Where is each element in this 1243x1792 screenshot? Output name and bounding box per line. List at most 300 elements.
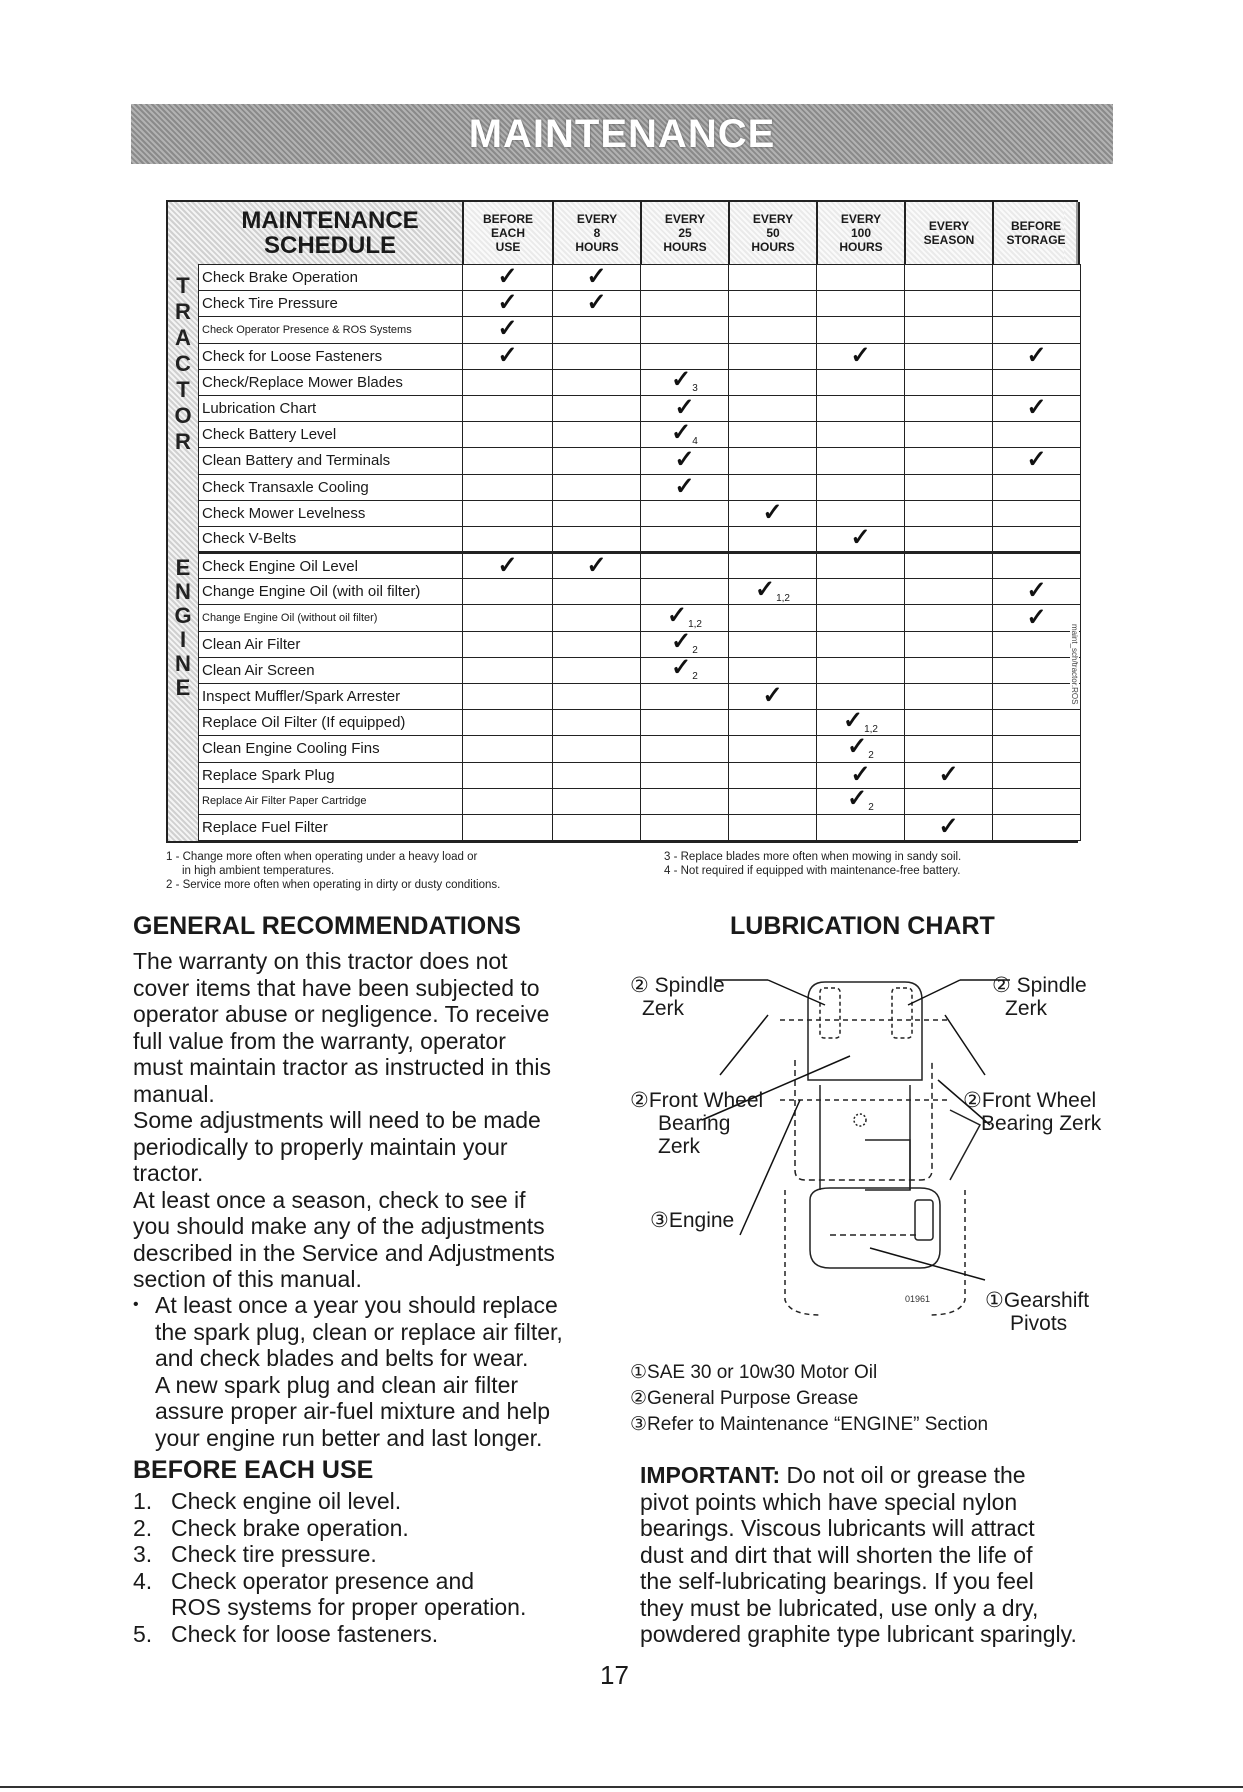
- text-line: tractor.: [133, 1160, 204, 1186]
- schedule-cell: [641, 684, 729, 710]
- task-name: Check Engine Oil Level: [199, 553, 463, 579]
- schedule-cell: [729, 291, 817, 317]
- task-name: Clean Air Screen: [199, 657, 463, 683]
- column-header: EVERY 25 HOURS: [640, 202, 728, 264]
- text-line: and check blades and belts for wear.: [155, 1345, 529, 1371]
- schedule-cell: [817, 422, 905, 448]
- right-spindle-shape: [892, 988, 912, 1038]
- schedule-cell: [641, 814, 729, 840]
- schedule-cell: [905, 422, 993, 448]
- footnotes-left: 1 - Change more often when operating under a heavy load or in high ambient temperatures. 2 - Service more often when operating in dirty or dusty conditions.: [166, 851, 501, 891]
- schedule-cell: [641, 762, 729, 788]
- task-name: Clean Air Filter: [199, 631, 463, 657]
- schedule-cell: [641, 343, 729, 369]
- side-label-letter: N: [175, 651, 191, 676]
- schedule-cell: [553, 579, 641, 605]
- side-code: maint_sch/tractor.ROS: [1070, 624, 1079, 705]
- schedule-cell: [993, 369, 1081, 395]
- schedule-row: [199, 579, 1081, 605]
- schedule-cell: [553, 788, 641, 814]
- schedule-cell: [993, 684, 1081, 710]
- schedule-cell: [463, 553, 553, 579]
- side-label-letter: E: [175, 675, 191, 700]
- lubrication-diagram: 01961 ② Spindle Zerk ② Spindle Zerk ②Front Wheel Bearing Zerk ②Front Wheel Bearing Zerk ③Engine ①Gearshift Pivots: [620, 960, 1120, 1360]
- text-line: dust and dirt that will shorten the life of: [640, 1541, 1033, 1568]
- schedule-cell: [463, 474, 553, 500]
- schedule-cell: [729, 657, 817, 683]
- schedule-cell: [905, 343, 993, 369]
- check-mark-icon: ✓: [497, 552, 518, 579]
- schedule-cell: [553, 291, 641, 317]
- side-label-letter: O: [174, 403, 192, 428]
- schedule-cell: [905, 788, 993, 814]
- schedule-cell: [729, 579, 817, 605]
- schedule-cell: [817, 369, 905, 395]
- schedule-cell: [463, 265, 553, 291]
- schedule-cell: [817, 814, 905, 840]
- schedule-cell: [463, 395, 553, 421]
- schedule-cell: [817, 291, 905, 317]
- schedule-cell: [905, 291, 993, 317]
- schedule-cell: [993, 265, 1081, 291]
- schedule-cell: [553, 369, 641, 395]
- schedule-cell: [729, 684, 817, 710]
- schedule-title: MAINTENANCE SCHEDULE: [241, 207, 419, 259]
- schedule-cell: [463, 605, 553, 631]
- label-gearshift: ①Gearshift: [985, 1289, 1090, 1312]
- schedule-row: [199, 343, 1081, 369]
- schedule-cell: [553, 657, 641, 683]
- schedule-cell: [553, 265, 641, 291]
- schedule-cell: [993, 814, 1081, 840]
- schedule-cell: [641, 736, 729, 762]
- schedule-cell: [993, 291, 1081, 317]
- label-front-wheel-right: ②Front Wheel: [963, 1089, 1097, 1112]
- schedule-row: [199, 684, 1081, 710]
- schedule-cell: [729, 553, 817, 579]
- schedule-cell: [729, 762, 817, 788]
- gearshift-lever: [915, 1200, 933, 1240]
- task-name: Clean Engine Cooling Fins: [199, 736, 463, 762]
- check-mark-icon: ✓: [842, 709, 864, 734]
- text-line: ③Refer to Maintenance “ENGINE” Section: [630, 1414, 989, 1435]
- footnote-ref: 1,2: [688, 619, 702, 631]
- schedule-cell: [553, 710, 641, 736]
- schedule-cell: [817, 265, 905, 291]
- schedule-cell: [553, 684, 641, 710]
- schedule-cell: [729, 736, 817, 762]
- schedule-cell: [905, 395, 993, 421]
- schedule-cell: [463, 684, 553, 710]
- footnote-ref: 1,2: [864, 723, 878, 735]
- schedule-row: [199, 736, 1081, 762]
- step-number: 3.: [133, 1541, 153, 1567]
- text-line: bearings. Viscous lubricants will attract: [640, 1515, 1035, 1541]
- schedule-cell: [993, 762, 1081, 788]
- schedule-cell: [993, 343, 1081, 369]
- task-name: Replace Spark Plug: [199, 762, 463, 788]
- schedule-cell: [463, 291, 553, 317]
- schedule-row: [199, 395, 1081, 421]
- step-item: [133, 1568, 526, 1595]
- tractor-side-label: [172, 275, 194, 453]
- schedule-cell: [463, 579, 553, 605]
- schedule-cell: [905, 474, 993, 500]
- banner-title: MAINTENANCE: [468, 111, 776, 156]
- leader-gearshift: [870, 1248, 985, 1280]
- schedule-cell: [641, 631, 729, 657]
- schedule-cell: [817, 605, 905, 631]
- schedule-cell: [817, 500, 905, 526]
- step-number: 1.: [133, 1488, 153, 1514]
- check-mark-icon: ✓: [671, 421, 692, 446]
- column-header: EVERY SEASON: [904, 202, 992, 264]
- schedule-cell: [641, 553, 729, 579]
- schedule-row: [199, 265, 1081, 291]
- schedule-cell: [729, 422, 817, 448]
- step-number: 2.: [133, 1514, 153, 1541]
- schedule-cell: [729, 474, 817, 500]
- task-name: Check/Replace Mower Blades: [199, 369, 463, 395]
- schedule-cell: [641, 265, 729, 291]
- schedule-row: [199, 788, 1081, 814]
- schedule-cell: [817, 395, 905, 421]
- text-line: periodically to properly maintain your: [133, 1133, 508, 1160]
- schedule-cell: [993, 710, 1081, 736]
- schedule-cell: [993, 579, 1081, 605]
- schedule-cell: [729, 448, 817, 474]
- maintenance-schedule: [166, 200, 1078, 843]
- schedule-cell: [905, 579, 993, 605]
- schedule-cell: [729, 317, 817, 343]
- column-header: BEFORE STORAGE: [992, 202, 1080, 264]
- schedule-cell: [817, 684, 905, 710]
- footnote-ref: 2: [692, 645, 698, 657]
- schedule-cell: [553, 605, 641, 631]
- schedule-cell: [905, 448, 993, 474]
- schedule-row: [199, 448, 1081, 474]
- schedule-cell: [553, 500, 641, 526]
- text-line: assure proper air-fuel mixture and help: [155, 1398, 551, 1424]
- schedule-cell: [641, 605, 729, 631]
- before-each-use-heading: BEFORE EACH USE: [133, 1456, 374, 1484]
- step-text: Check for loose fasteners.: [171, 1620, 439, 1647]
- task-name: Check Mower Levelness: [199, 500, 463, 526]
- schedule-row: [199, 631, 1081, 657]
- schedule-cell: [553, 448, 641, 474]
- schedule-cell: [463, 422, 553, 448]
- schedule-row: [199, 526, 1081, 552]
- schedule-cell: [463, 788, 553, 814]
- check-mark-icon: ✓: [1026, 343, 1047, 369]
- schedule-cell: [553, 553, 641, 579]
- text-line: the spark plug, clean or replace air filter,: [155, 1318, 563, 1345]
- text-line: they must be lubricated, use only a dry,: [640, 1594, 1039, 1621]
- schedule-cell: [905, 684, 993, 710]
- check-mark-icon: ✓: [938, 762, 959, 788]
- schedule-cell: [729, 710, 817, 736]
- schedule-cell: [905, 657, 993, 683]
- text-line: the self-lubricating bearings. If you feel: [640, 1568, 1034, 1594]
- step-text: Check tire pressure.: [171, 1541, 377, 1567]
- check-mark-icon: ✓: [586, 290, 607, 317]
- check-mark-icon: ✓: [497, 316, 518, 343]
- schedule-table: [198, 264, 1081, 841]
- schedule-cell: [993, 448, 1081, 474]
- schedule-cell: [905, 762, 993, 788]
- step-item: [133, 1488, 526, 1515]
- schedule-cell: [463, 814, 553, 840]
- schedule-cell: [993, 474, 1081, 500]
- schedule-row: [199, 605, 1081, 631]
- side-label-letter: T: [176, 273, 190, 298]
- task-name: Check for Loose Fasteners: [199, 343, 463, 369]
- seat-support: [865, 1140, 910, 1190]
- schedule-cell: [729, 605, 817, 631]
- page-number: 17: [600, 1660, 629, 1690]
- task-name: Check V-Belts: [199, 526, 463, 552]
- text-line: ①SAE 30 or 10w30 Motor Oil: [630, 1362, 878, 1383]
- label-front-wheel-left: ②Front Wheel: [630, 1089, 764, 1112]
- side-label-letter: R: [175, 299, 191, 324]
- text-line: your engine run better and last longer.: [155, 1424, 543, 1451]
- step-item: [133, 1621, 526, 1648]
- side-label-letter: A: [175, 325, 191, 350]
- schedule-cell: [817, 579, 905, 605]
- schedule-cell: [553, 317, 641, 343]
- schedule-cell: [641, 317, 729, 343]
- schedule-cell: [993, 631, 1081, 657]
- schedule-cell: [817, 448, 905, 474]
- column-header: EVERY 8 HOURS: [552, 202, 640, 264]
- bullet-icon: •: [133, 1296, 139, 1313]
- important-note: IMPORTANT: Do not oil or grease the pivot points which have special nylon bearings. Viscous lubricants will attract dust and dirt that will shorten the life of the self-lubricating bearings. If you feel they must be lubricated, use only a dry, powdered graphite type lubricant sparingly.: [640, 1462, 1120, 1648]
- schedule-cell: [463, 369, 553, 395]
- task-name: Check Operator Presence & ROS Systems: [199, 317, 463, 343]
- engine-side-label: [172, 557, 194, 699]
- check-mark-icon: ✓: [1026, 395, 1047, 422]
- schedule-row: [199, 474, 1081, 500]
- schedule-cell: [993, 317, 1081, 343]
- schedule-cell: [641, 395, 729, 421]
- schedule-row: [199, 657, 1081, 683]
- step-item: [133, 1515, 526, 1542]
- schedule-cell: [729, 265, 817, 291]
- text-line: manual.: [133, 1080, 215, 1107]
- column-header: EVERY 50 HOURS: [728, 202, 816, 264]
- schedule-cell: [993, 553, 1081, 579]
- text-line: powdered graphite type lubricant sparingly.: [640, 1621, 1077, 1647]
- schedule-cell: [641, 448, 729, 474]
- schedule-cell: [993, 526, 1081, 552]
- footnote-ref: 2: [692, 671, 698, 683]
- text-line: A new spark plug and clean air filter: [155, 1371, 519, 1398]
- check-mark-icon: ✓: [586, 552, 607, 579]
- side-label-letter: T: [176, 377, 190, 402]
- schedule-cell: [993, 395, 1081, 421]
- schedule-cell: [463, 710, 553, 736]
- step-number: 5.: [133, 1620, 153, 1647]
- schedule-cell: [463, 343, 553, 369]
- schedule-cell: [641, 788, 729, 814]
- maintenance-banner: [131, 104, 1113, 164]
- schedule-cell: [729, 814, 817, 840]
- check-mark-icon: ✓: [666, 604, 688, 630]
- schedule-cell: [463, 762, 553, 788]
- check-mark-icon: ✓: [674, 395, 695, 422]
- schedule-cell: [553, 631, 641, 657]
- schedule-cell: [553, 814, 641, 840]
- check-mark-icon: ✓: [671, 369, 692, 394]
- text-line: ②General Purpose Grease: [630, 1388, 859, 1409]
- schedule-cell: [641, 710, 729, 736]
- schedule-cell: [817, 762, 905, 788]
- schedule-row: [199, 422, 1081, 448]
- task-name: Lubrication Chart: [199, 395, 463, 421]
- footnote-ref: 4: [692, 435, 698, 447]
- text-line: section of this manual.: [133, 1266, 362, 1292]
- schedule-cell: [553, 422, 641, 448]
- footnotes-right: 3 - Replace blades more often when mowing in sandy soil. 4 - Not required if equipped with maintenance-free battery.: [664, 851, 962, 877]
- schedule-cell: [817, 526, 905, 552]
- text-line: cover items that have been subjected to: [133, 974, 540, 1001]
- tractor-hood: [808, 982, 922, 1080]
- schedule-cell: [905, 814, 993, 840]
- check-mark-icon: ✓: [671, 657, 692, 682]
- check-mark-icon: ✓: [850, 762, 871, 788]
- schedule-cell: [729, 788, 817, 814]
- schedule-cell: [817, 710, 905, 736]
- column-header: BEFORE EACH USE: [462, 202, 552, 264]
- schedule-cell: [817, 553, 905, 579]
- task-name: Replace Air Filter Paper Cartridge: [199, 788, 463, 814]
- general-recommendations-text: [133, 948, 613, 1293]
- general-recommendations-heading: GENERAL RECOMMENDATIONS: [133, 912, 521, 940]
- side-label-letter: E: [175, 555, 191, 580]
- schedule-cell: [729, 369, 817, 395]
- step-number: 4.: [133, 1567, 153, 1594]
- schedule-row: [199, 814, 1081, 840]
- schedule-cell: [553, 736, 641, 762]
- task-name: Check Tire Pressure: [199, 291, 463, 317]
- task-name: Change Engine Oil (without oil filter): [199, 605, 463, 631]
- schedule-cell: [463, 448, 553, 474]
- side-label-letter: I: [179, 627, 187, 652]
- schedule-cell: [905, 553, 993, 579]
- footnote-ref: 2: [868, 802, 874, 814]
- schedule-cell: [993, 657, 1081, 683]
- schedule-cell: [553, 762, 641, 788]
- before-each-use-steps: [133, 1488, 526, 1647]
- leader-engine: [740, 1100, 800, 1235]
- schedule-cell: [905, 605, 993, 631]
- schedule-cell: [993, 500, 1081, 526]
- schedule-cell: [905, 526, 993, 552]
- schedule-cell: [553, 474, 641, 500]
- schedule-cell: [905, 736, 993, 762]
- check-mark-icon: ✓: [497, 264, 518, 291]
- text-line: you should make any of the adjustments: [133, 1213, 545, 1239]
- schedule-cell: [729, 500, 817, 526]
- schedule-cell: [641, 526, 729, 552]
- step-number: [133, 1594, 171, 1621]
- schedule-cell: [641, 474, 729, 500]
- schedule-cell: [729, 526, 817, 552]
- task-name: Check Transaxle Cooling: [199, 474, 463, 500]
- task-name: Change Engine Oil (with oil filter): [199, 579, 463, 605]
- task-name: Replace Fuel Filter: [199, 814, 463, 840]
- text-line: full value from the warranty, operator: [133, 1027, 506, 1054]
- label-spindle-left: ② Spindle: [630, 974, 725, 997]
- check-mark-icon: ✓: [754, 578, 776, 603]
- schedule-cell: [817, 736, 905, 762]
- schedule-cell: [905, 500, 993, 526]
- schedule-cell: [729, 631, 817, 657]
- label-spindle-right: ② Spindle: [992, 974, 1087, 997]
- left-spindle-shape: [820, 988, 840, 1038]
- task-name: Replace Oil Filter (If equipped): [199, 710, 463, 736]
- bottom-rule: [0, 1786, 1243, 1788]
- schedule-row: [199, 317, 1081, 343]
- schedule-cell: [553, 395, 641, 421]
- step-text: Check brake operation.: [171, 1514, 409, 1541]
- text-line: described in the Service and Adjustments: [133, 1239, 555, 1266]
- task-name: Inspect Muffler/Spark Arrester: [199, 684, 463, 710]
- label-engine: ③Engine: [650, 1209, 735, 1232]
- side-label-letter: N: [175, 579, 191, 604]
- schedule-cell: [463, 736, 553, 762]
- schedule-cell: [905, 710, 993, 736]
- check-mark-icon: ✓: [938, 814, 959, 841]
- lubrication-legend: [630, 1360, 988, 1438]
- check-mark-icon: ✓: [1026, 578, 1047, 605]
- tractor-frame: [795, 1060, 932, 1180]
- text-line: Some adjustments will need to be made: [133, 1107, 541, 1133]
- text-line: At least once a season, check to see if: [133, 1186, 526, 1213]
- schedule-cell: [641, 500, 729, 526]
- schedule-column-headers: [462, 202, 1080, 264]
- check-mark-icon: ✓: [497, 343, 518, 369]
- check-mark-icon: ✓: [1026, 447, 1047, 474]
- footnote-ref: 2: [868, 749, 874, 761]
- check-mark-icon: ✓: [1026, 604, 1047, 631]
- text-line: pivot points which have special nylon: [640, 1488, 1018, 1515]
- schedule-row: [199, 553, 1081, 579]
- schedule-cell: [463, 526, 553, 552]
- schedule-cell: [641, 291, 729, 317]
- text-line: operator abuse or negligence. To receive: [133, 1001, 550, 1027]
- schedule-cell: [641, 422, 729, 448]
- schedule-cell: [553, 526, 641, 552]
- schedule-cell: [817, 474, 905, 500]
- step-item: [133, 1594, 526, 1621]
- schedule-cell: [905, 631, 993, 657]
- figure-code: 01961: [905, 1294, 931, 1304]
- schedule-cell: [993, 736, 1081, 762]
- check-mark-icon: ✓: [586, 264, 607, 291]
- schedule-cell: [463, 631, 553, 657]
- schedule-cell: [641, 369, 729, 395]
- schedule-cell: [817, 631, 905, 657]
- schedule-cell: [817, 343, 905, 369]
- schedule-cell: [553, 343, 641, 369]
- side-label-letter: R: [175, 429, 191, 454]
- text-line: The warranty on this tractor does not: [133, 948, 508, 974]
- right-deck-edge: [950, 1110, 980, 1180]
- schedule-cell: [905, 265, 993, 291]
- side-label-letter: G: [174, 603, 192, 628]
- schedule-row: [199, 710, 1081, 736]
